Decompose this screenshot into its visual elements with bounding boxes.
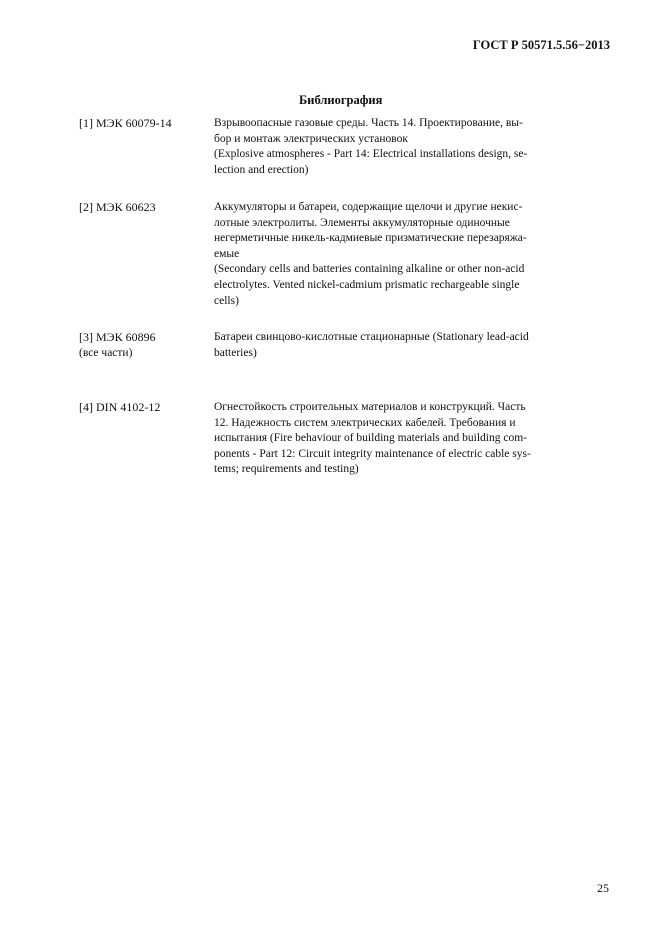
reference-label	[79, 116, 209, 132]
section-title: Библиография	[299, 93, 383, 107]
reference-label	[79, 200, 209, 216]
reference-description	[214, 116, 586, 178]
description-line: 12. Надежность систем электрических кабелей. Требования и	[214, 416, 516, 429]
description-line: емые	[214, 247, 240, 260]
description-line: tems; requirements and testing)	[214, 463, 359, 476]
description-line: испытания (Fire behaviour of building materials and building com-	[214, 432, 527, 445]
description-line: Аккумуляторы и батареи, содержащие щелочи и другие некис-	[214, 201, 523, 213]
page-number: 25	[597, 881, 609, 895]
reference-id: [3] МЭК 60896	[79, 330, 156, 344]
reference-id: [1] МЭК 60079-14	[79, 116, 172, 130]
reference-description	[214, 330, 586, 361]
reference-label	[79, 330, 209, 361]
reference-label	[79, 400, 209, 416]
document-code: ГОСТ Р 50571.5.56−2013	[472, 38, 610, 52]
description-line: Огнестойкость строительных материалов и конструкций. Часть	[214, 401, 526, 413]
description-line: Батареи свинцово-кислотные стационарные (Stationary lead-acid	[214, 331, 529, 343]
reference-id: [2] МЭК 60623	[79, 200, 156, 214]
reference-description	[214, 400, 586, 478]
description-line: electrolytes. Vented nickel-cadmium prismatic rechargeable single	[214, 278, 520, 291]
reference-id: [4] DIN 4102-12	[79, 400, 161, 414]
reference-note: (все части)	[79, 346, 133, 359]
description-line: lection and erection)	[214, 163, 309, 176]
description-line: ponents - Part 12: Circuit integrity maintenance of electric cable sys-	[214, 447, 531, 460]
description-line: cells)	[214, 294, 239, 307]
description-line: лотные электролиты. Элементы аккумуляторные одиночные	[214, 216, 510, 229]
description-line: batteries)	[214, 346, 257, 359]
description-line: негерметичные никель-кадмиевые призматические перезаряжа-	[214, 232, 527, 245]
reference-description	[214, 200, 586, 309]
description-line: (Secondary cells and batteries containing alkaline or other non-acid	[214, 263, 525, 276]
description-line: (Explosive atmospheres - Part 14: Electrical installations design, se-	[214, 148, 528, 161]
description-line: бор и монтаж электрических установок	[214, 132, 408, 145]
description-line: Взрывоопасные газовые среды. Часть 14. Проектирование, вы-	[214, 117, 523, 129]
